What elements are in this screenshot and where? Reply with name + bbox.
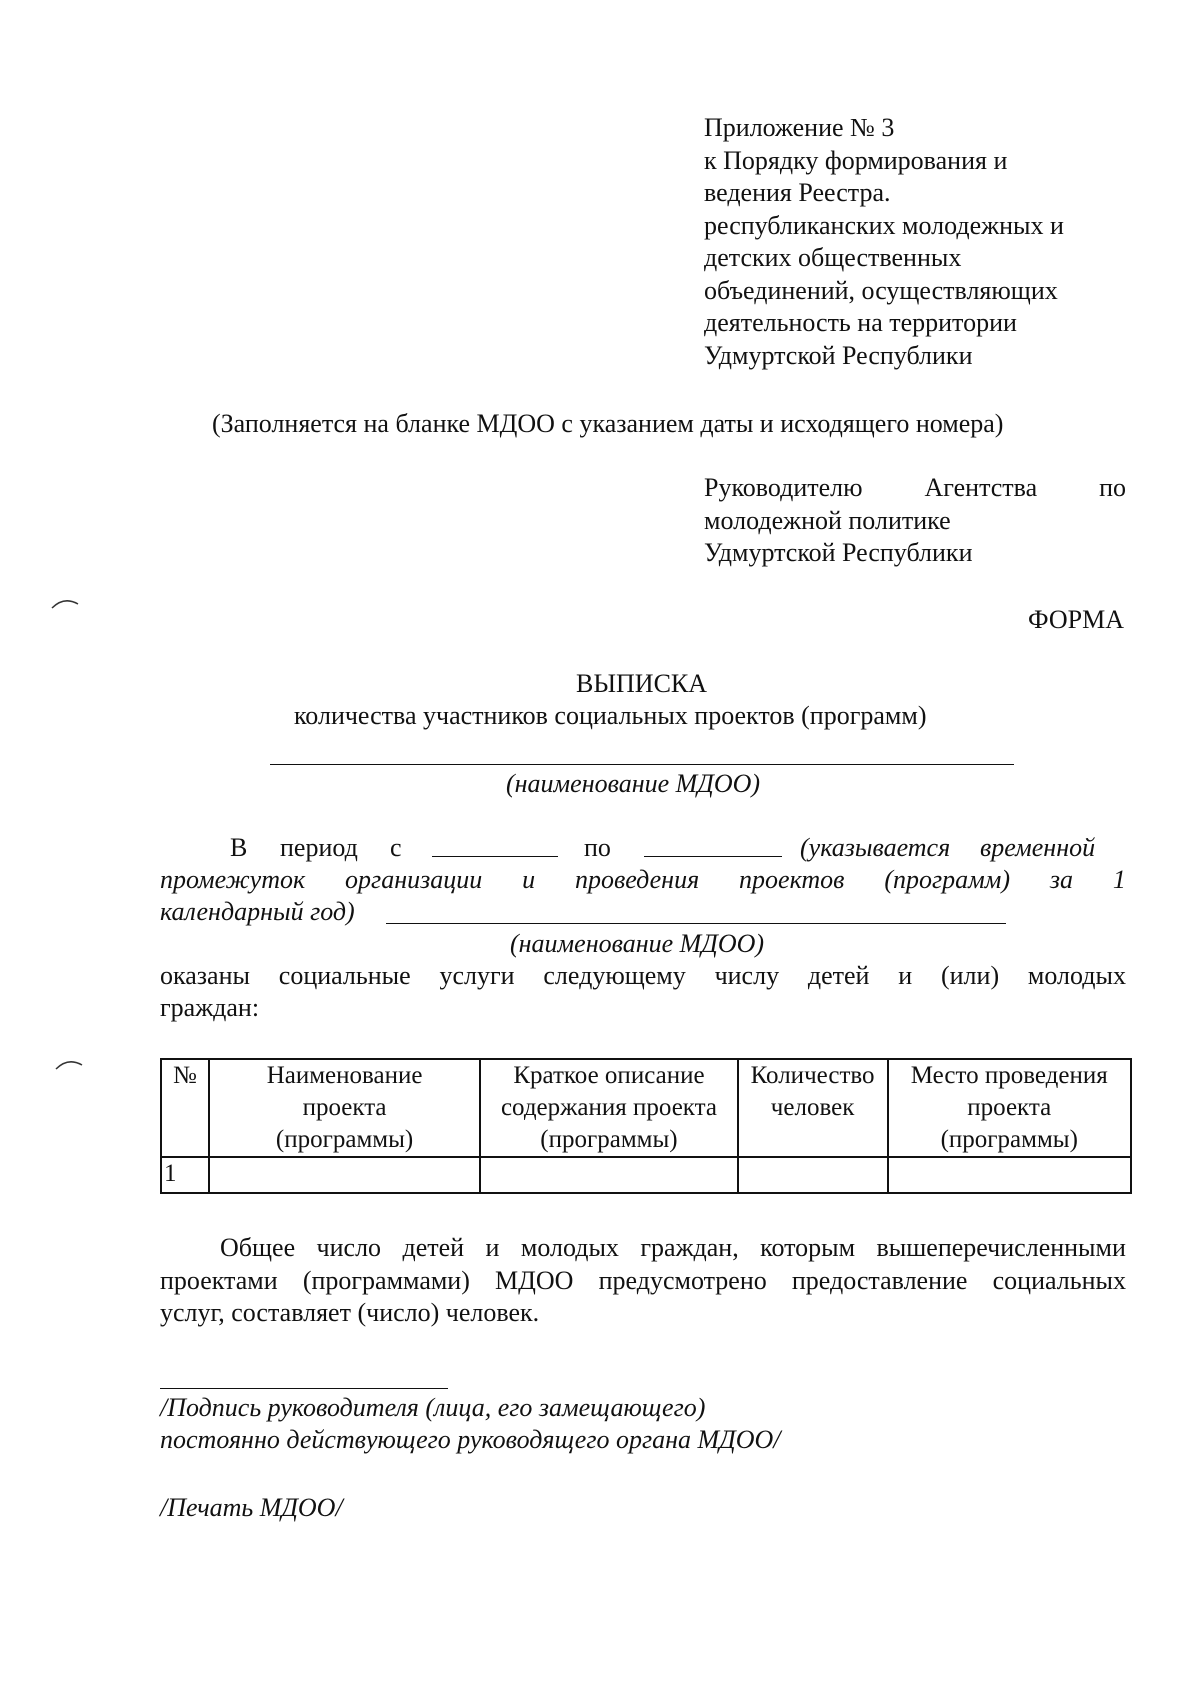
organization-name-line <box>270 764 1014 765</box>
appendix-line: ведения Реестра. <box>704 178 891 207</box>
period-note-word: 1 <box>1112 865 1126 894</box>
document-title: ВЫПИСКА <box>576 669 708 698</box>
appendix-line: Приложение № 3 <box>704 113 895 142</box>
header-place <box>888 1059 1132 1157</box>
period-note-word: проведения <box>574 865 700 894</box>
header-line: человек <box>770 1094 855 1121</box>
period-word: период <box>280 833 358 862</box>
summary-paragraph <box>160 1232 1126 1330</box>
organization-name-line <box>386 923 1006 924</box>
header-count <box>738 1059 888 1157</box>
services-line-end: граждан: <box>160 993 260 1022</box>
header-line: содержания проекта <box>500 1094 717 1121</box>
recipient-line: молодежной политике <box>704 505 951 535</box>
punch-hole-mark <box>50 596 80 610</box>
summary-word: предусмотрено <box>598 1265 767 1295</box>
appendix-line: объединений, осуществляющих <box>704 275 1058 305</box>
form-label: ФОРМА <box>1028 605 1124 634</box>
period-word: по <box>584 833 611 862</box>
header-line: проекта <box>302 1094 387 1121</box>
summary-word: проектами <box>160 1265 278 1295</box>
services-word: оказаны <box>160 961 250 990</box>
organization-name-caption: (наименование МДОО) <box>506 769 761 798</box>
stamp-placeholder: /Печать МДОО/ <box>160 1493 343 1522</box>
signature-line <box>160 1388 448 1389</box>
cell-project-name[interactable] <box>209 1157 480 1193</box>
header-line: проекта <box>967 1094 1052 1121</box>
services-word: (или) <box>940 961 1000 990</box>
recipient-line <box>704 472 1126 505</box>
cell-place[interactable] <box>888 1157 1132 1193</box>
signature-caption: /Подпись руководителя (лица, его замещающего) <box>160 1393 706 1422</box>
summary-word: вышеперечисленными <box>876 1233 1126 1262</box>
services-word: услуги <box>439 961 515 990</box>
summary-word: число <box>316 1233 382 1262</box>
appendix-line: деятельность на территории <box>704 308 1017 337</box>
services-word: и <box>898 961 913 990</box>
header-line: (программы) <box>540 1126 678 1153</box>
header-description <box>480 1059 737 1157</box>
period-note-word: промежуток <box>160 865 306 894</box>
document-subtitle: количества участников социальных проектов (программ) <box>294 701 927 730</box>
table-header-row <box>161 1059 1131 1157</box>
summary-word: Общее <box>220 1233 296 1262</box>
period-note-word: за <box>1049 865 1074 894</box>
projects-table <box>160 1058 1132 1194</box>
signature-caption: постоянно действующего руководящего органа МДОО/ <box>160 1425 781 1454</box>
summary-word: социальных <box>992 1265 1126 1295</box>
fill-note-text: (Заполняется на бланке МДОО с указанием даты и исходящего номера) <box>212 409 1004 438</box>
appendix-line: детских общественных <box>704 243 962 272</box>
summary-word: предоставление <box>791 1265 968 1295</box>
summary-word: (программами) <box>302 1265 470 1295</box>
header-line: (программы) <box>275 1126 414 1153</box>
header-line: Краткое описание <box>513 1062 705 1089</box>
period-note-end: календарный год) <box>160 897 355 926</box>
cell-description[interactable] <box>480 1157 737 1193</box>
header-num: № <box>161 1059 209 1157</box>
period-line <box>160 832 1126 864</box>
period-note-word: организации <box>345 865 483 894</box>
recipient-word: Агентства <box>924 473 1038 502</box>
summary-word: граждан, <box>640 1233 739 1262</box>
summary-word: молодых <box>520 1233 619 1262</box>
header-line: (программы) <box>940 1126 1078 1153</box>
recipient-word: Руководителю <box>704 473 863 502</box>
period-note-word: временной <box>980 833 1096 862</box>
appendix-block <box>704 112 1124 372</box>
summary-line <box>160 1232 1126 1265</box>
recipient-word: по <box>1099 473 1126 502</box>
header-line: Наименование <box>266 1062 423 1089</box>
period-word: с <box>390 833 402 862</box>
cell-num[interactable]: 1 <box>161 1157 209 1193</box>
punch-hole-mark <box>54 1057 84 1071</box>
services-word: молодых <box>1027 961 1126 990</box>
services-word: следующему <box>543 961 686 990</box>
header-line: Количество <box>750 1062 875 1089</box>
recipient-line: Удмуртской Республики <box>704 538 973 567</box>
summary-word: МДОО <box>495 1265 574 1295</box>
period-note-word: и <box>522 865 536 894</box>
services-word: социальные <box>278 961 411 990</box>
services-word: детей <box>807 961 870 990</box>
appendix-line: к Порядку формирования и <box>704 145 1008 175</box>
header-line: Место проведения <box>910 1062 1108 1089</box>
appendix-line: республиканских молодежных и <box>704 210 1064 240</box>
period-note-word: проектов <box>739 865 845 894</box>
header-project-name <box>209 1059 480 1157</box>
summary-line: услуг, составляет (число) человек. <box>160 1298 540 1327</box>
recipient-block <box>704 472 1126 570</box>
services-line <box>160 960 1126 992</box>
summary-word: которым <box>760 1233 856 1262</box>
appendix-line: Удмуртской Республики <box>704 340 973 370</box>
summary-line <box>160 1265 1126 1298</box>
period-note-word: (программ) <box>884 865 1010 894</box>
services-word: числу <box>714 961 780 990</box>
summary-word: и <box>485 1233 500 1262</box>
period-word: В <box>230 833 248 862</box>
period-note-line <box>160 864 1126 896</box>
summary-word: детей <box>402 1233 465 1262</box>
period-note-word: (указывается <box>800 833 951 862</box>
cell-count[interactable] <box>738 1157 888 1193</box>
table-row <box>161 1157 1131 1193</box>
organization-name-caption: (наименование МДОО) <box>510 929 765 958</box>
